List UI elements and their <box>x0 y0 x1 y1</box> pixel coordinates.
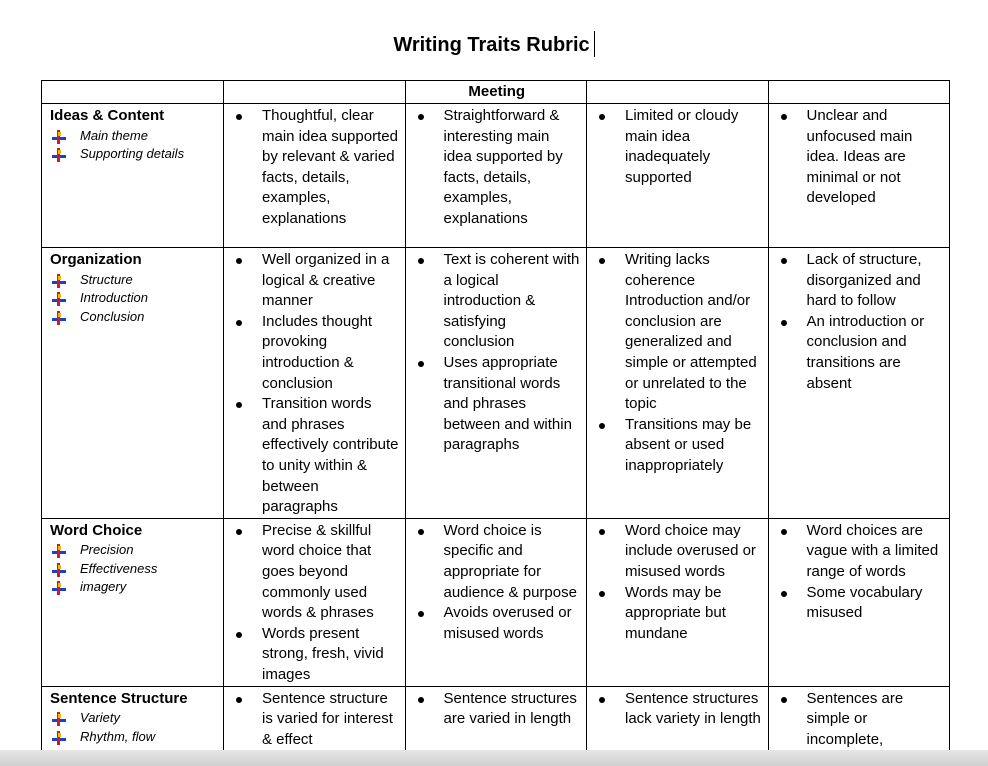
level-cell <box>768 686 950 756</box>
document-title <box>0 31 988 57</box>
descriptor-item: Some vocabulary misused <box>777 583 944 624</box>
header-cell <box>224 81 406 104</box>
descriptor-list <box>777 250 944 394</box>
descriptor-item: Precise & skillful word choice that goes beyond commonly used words & phrases <box>232 521 399 624</box>
document-title-text: Writing Traits Rubric <box>393 34 590 56</box>
descriptor-list <box>595 250 762 477</box>
rubric-row <box>42 518 950 686</box>
descriptor-list <box>777 106 944 209</box>
subtrait-list <box>50 127 217 164</box>
level-cell <box>587 686 769 756</box>
trait-cell <box>42 248 224 519</box>
descriptor-list <box>232 106 399 230</box>
descriptor-list <box>777 521 944 624</box>
descriptor-item: Words present strong, fresh, vivid images <box>232 624 399 686</box>
subtrait-item <box>50 709 217 728</box>
level-cell <box>405 518 587 686</box>
descriptor-item: Avoids overused or misused words <box>414 603 581 644</box>
descriptor-list <box>414 521 581 645</box>
subtrait-item <box>50 541 217 560</box>
subtrait-list <box>50 271 217 327</box>
subtrait-label: Introduction <box>80 290 148 306</box>
level-cell <box>405 248 587 519</box>
star-bullet-icon <box>52 292 66 306</box>
rubric-row <box>42 686 950 756</box>
subtrait-label: Conclusion <box>80 308 145 324</box>
trait-title: Ideas & Content <box>50 107 165 124</box>
subtrait-item <box>50 308 217 327</box>
descriptor-item: Thoughtful, clear main idea supported by relevant & varied facts, details, examples, explanations <box>232 106 399 230</box>
descriptor-item: Includes thought provoking introduction & conclusion <box>232 312 399 394</box>
level-cell <box>768 518 950 686</box>
descriptor-item: Straightforward & interesting main idea supported by facts, details, examples, explanations <box>414 106 581 230</box>
level-cell <box>224 248 406 519</box>
star-bullet-icon <box>52 563 66 577</box>
descriptor-item: Limited or cloudy main idea inadequately supported <box>595 106 762 188</box>
level-cell <box>405 686 587 756</box>
descriptor-item: Writing lacks coherence Introduction and/or conclusion are generalized and simple or attempted or unrelated to the topic <box>595 250 762 415</box>
subtrait-label: Precision <box>80 542 134 558</box>
subtrait-label: Main theme <box>80 127 148 143</box>
rubric-row <box>42 248 950 519</box>
trait-title: Word Choice <box>50 521 143 539</box>
star-bullet-icon <box>52 731 66 745</box>
descriptor-item: Text is coherent with a logical introduction & satisfying conclusion <box>414 250 581 353</box>
descriptor-item: Word choice may include overused or misused words <box>595 521 762 583</box>
level-cell <box>587 248 769 519</box>
level-cell <box>587 104 769 248</box>
subtrait-label: imagery <box>80 579 127 595</box>
subtrait-item <box>50 271 217 290</box>
subtrait-label: Variety <box>80 710 120 726</box>
header-row <box>42 81 950 104</box>
descriptor-item: Word choice is specific and appropriate for audience & purpose <box>414 521 581 603</box>
header-cell <box>42 81 224 104</box>
descriptor-item: Transition words and phrases effectively contribute to unity within & between paragraphs <box>232 394 399 518</box>
subtrait-item <box>50 127 217 146</box>
descriptor-item: Lack of structure, disorganized and hard to follow <box>777 250 944 312</box>
subtrait-item <box>50 560 217 579</box>
subtrait-item <box>50 728 217 747</box>
subtrait-item <box>50 578 217 597</box>
header-cell <box>768 81 950 104</box>
star-bullet-icon <box>52 311 66 325</box>
descriptor-item: Sentence structures lack variety in length <box>595 689 762 730</box>
star-bullet-icon <box>52 148 66 162</box>
level-cell <box>405 104 587 248</box>
descriptor-list <box>232 689 399 751</box>
rubric-row <box>42 104 950 248</box>
descriptor-item: Sentence structures are varied in length <box>414 689 581 730</box>
trait-title: Sentence Structure <box>50 689 188 707</box>
descriptor-list <box>595 106 762 188</box>
descriptor-list <box>595 689 762 730</box>
trait-cell <box>42 686 224 756</box>
descriptor-item: An introduction or conclusion and transitions are absent <box>777 312 944 394</box>
level-cell <box>224 518 406 686</box>
descriptor-list <box>595 521 762 645</box>
text-cursor <box>594 31 595 57</box>
rubric-table <box>41 80 950 757</box>
descriptor-list <box>414 250 581 456</box>
star-bullet-icon <box>52 274 66 288</box>
header-cell: Meeting <box>405 81 587 104</box>
level-cell <box>587 518 769 686</box>
star-bullet-icon <box>52 544 66 558</box>
level-cell <box>768 248 950 519</box>
subtrait-item <box>50 289 217 308</box>
subtrait-label: Rhythm, flow <box>80 728 156 744</box>
descriptor-item: Well organized in a logical & creative manner <box>232 250 399 312</box>
descriptor-list <box>232 521 399 686</box>
descriptor-item: Transitions may be absent or used inappropriately <box>595 415 762 477</box>
descriptor-item: Words may be appropriate but mundane <box>595 583 762 645</box>
descriptor-item: Uses appropriate transitional words and phrases between and within paragraphs <box>414 353 581 456</box>
star-bullet-icon <box>52 581 66 595</box>
trait-cell <box>42 518 224 686</box>
subtrait-list <box>50 541 217 597</box>
descriptor-item: Sentence structure is varied for interest & effect <box>232 689 399 751</box>
descriptor-item: Sentences are simple or incomplete, <box>777 689 944 751</box>
descriptor-list <box>232 250 399 518</box>
descriptor-item: Unclear and unfocused main idea. Ideas are minimal or not developed <box>777 106 944 209</box>
descriptor-item: Word choices are vague with a limited range of words <box>777 521 944 583</box>
level-cell <box>224 104 406 248</box>
header-cell <box>587 81 769 104</box>
level-cell <box>224 686 406 756</box>
subtrait-label: Effectiveness <box>80 560 158 576</box>
descriptor-list <box>777 689 944 751</box>
trait-title: Organization <box>50 251 142 268</box>
subtrait-label: Structure <box>80 271 133 287</box>
star-bullet-icon <box>52 130 66 144</box>
page-bottom-edge <box>0 750 988 766</box>
trait-cell <box>42 104 224 248</box>
descriptor-list <box>414 106 581 230</box>
subtrait-list <box>50 709 217 746</box>
star-bullet-icon <box>52 712 66 726</box>
subtrait-item <box>50 145 217 164</box>
level-cell <box>768 104 950 248</box>
descriptor-list <box>414 689 581 730</box>
subtrait-label: Supporting details <box>80 146 185 162</box>
